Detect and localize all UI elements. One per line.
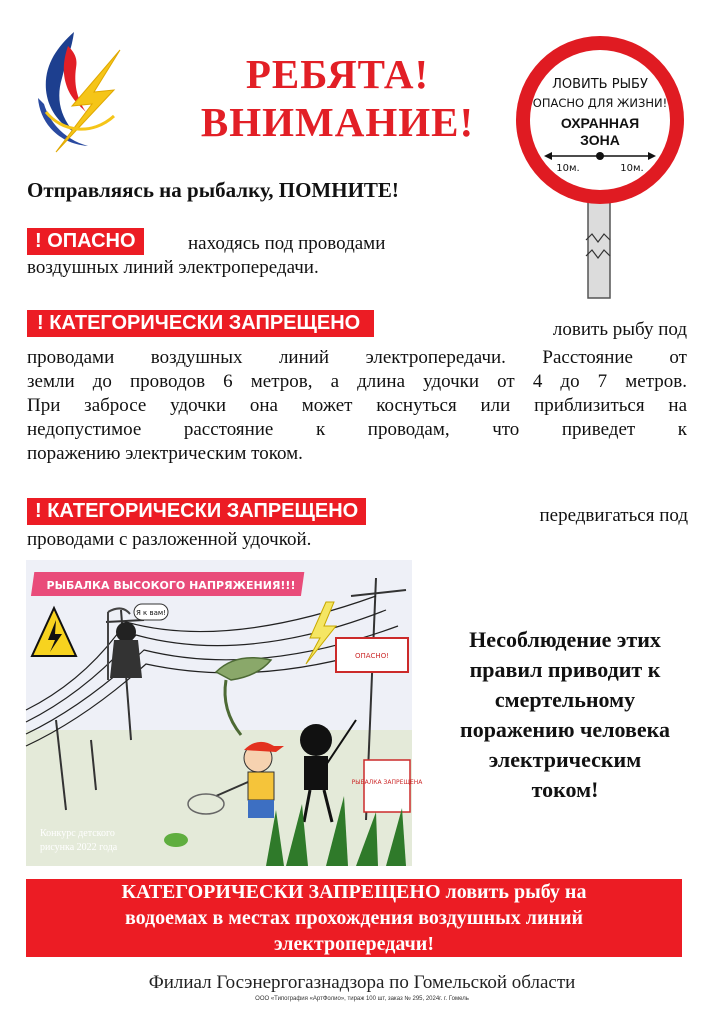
rule2-line: земли до проводов 6 метров, а длина удочки от 4 до 7 метров. xyxy=(27,371,687,392)
sign-zone-line1: ОХРАННАЯ xyxy=(560,115,640,131)
drawing-caption-1: Конкурс детского xyxy=(40,828,115,839)
rule3-badge: ! КАТЕГОРИЧЕСКИ ЗАПРЕЩЕНО xyxy=(27,498,366,525)
rule1-badge: ! ОПАСНО xyxy=(27,228,144,255)
sign-text-line2: ОПАСНО ДЛЯ ЖИЗНИ! xyxy=(532,96,668,110)
protection-zone-sign xyxy=(510,28,690,303)
consequence-warning xyxy=(424,625,706,805)
warning-line: смертельному xyxy=(494,687,636,712)
banner-line-3: электропередачи! xyxy=(273,933,434,955)
prohibition-banner xyxy=(26,879,682,957)
warning-line: поражению человека xyxy=(460,717,670,742)
energy-logo-icon xyxy=(26,28,126,158)
title-line-2: ВНИМАНИЕ! xyxy=(200,99,475,145)
banner-line-1: КАТЕГОРИЧЕСКИ ЗАПРЕЩЕНО ловить рыбу на xyxy=(121,881,587,903)
sign-distance-left: 10м. xyxy=(556,163,580,174)
rule2-line: недопустимое расстояние к проводам, что приведет к xyxy=(27,419,687,440)
sign-zone-line2: ЗОНА xyxy=(580,132,620,148)
sign-text-line1: ЛОВИТЬ РЫБУ xyxy=(552,77,648,92)
rule2-body xyxy=(27,346,687,466)
lead-heading: Отправляясь на рыбалку, ПОМНИТЕ! xyxy=(27,178,399,202)
rule1-text-a: находясь под проводами xyxy=(188,233,386,254)
small-sign-text-2: РЫБАЛКА ЗАПРЕЩЕНА xyxy=(351,779,423,786)
banner-line-2: водоемах в местах прохождения воздушных линий xyxy=(124,907,584,929)
issuer-footer: Филиал Госэнергогазнадзора по Гомельской области xyxy=(148,972,576,993)
rule2-badge: ! КАТЕГОРИЧЕСКИ ЗАПРЕЩЕНО xyxy=(27,310,374,337)
title-line-1: РЕБЯТА! xyxy=(245,51,430,97)
drawing-caption-2: рисунка 2022 года xyxy=(40,842,118,853)
drawing-banner-text: РЫБАЛКА ВЫСОКОГО НАПРЯЖЕНИЯ!!! xyxy=(46,579,296,592)
speech-bubble-text: Я к вам! xyxy=(135,609,167,617)
warning-line: правил приводит к xyxy=(469,657,661,682)
rule1-text-b: воздушных линий электропередачи. xyxy=(27,257,319,278)
warning-line: Несоблюдение этих xyxy=(469,627,661,652)
rule3-text-b: проводами с разложенной удочкой. xyxy=(27,529,312,550)
warning-line: электрическим xyxy=(488,747,642,772)
rule2-line: проводами воздушных линий электропередачи. Расстояние от xyxy=(27,347,687,368)
sign-post xyxy=(588,198,610,298)
sign-distance-right: 10м. xyxy=(620,163,644,174)
small-sign-text: ОПАСНО! xyxy=(354,652,390,660)
rule2-line: поражению электрическим током. xyxy=(27,443,303,464)
warning-line: током! xyxy=(531,777,599,802)
children-drawing-illustration xyxy=(26,560,423,866)
rule2-line: При забросе удочки она может коснуться или приблизиться на xyxy=(27,395,687,416)
print-info: ООО «Типография «АртФолио», тираж 100 шт, заказ № 295, 2024г. г. Гомель xyxy=(255,996,469,1002)
rule3-text-a: передвигаться под xyxy=(539,505,688,526)
rule2-text-a: ловить рыбу под xyxy=(552,319,687,340)
